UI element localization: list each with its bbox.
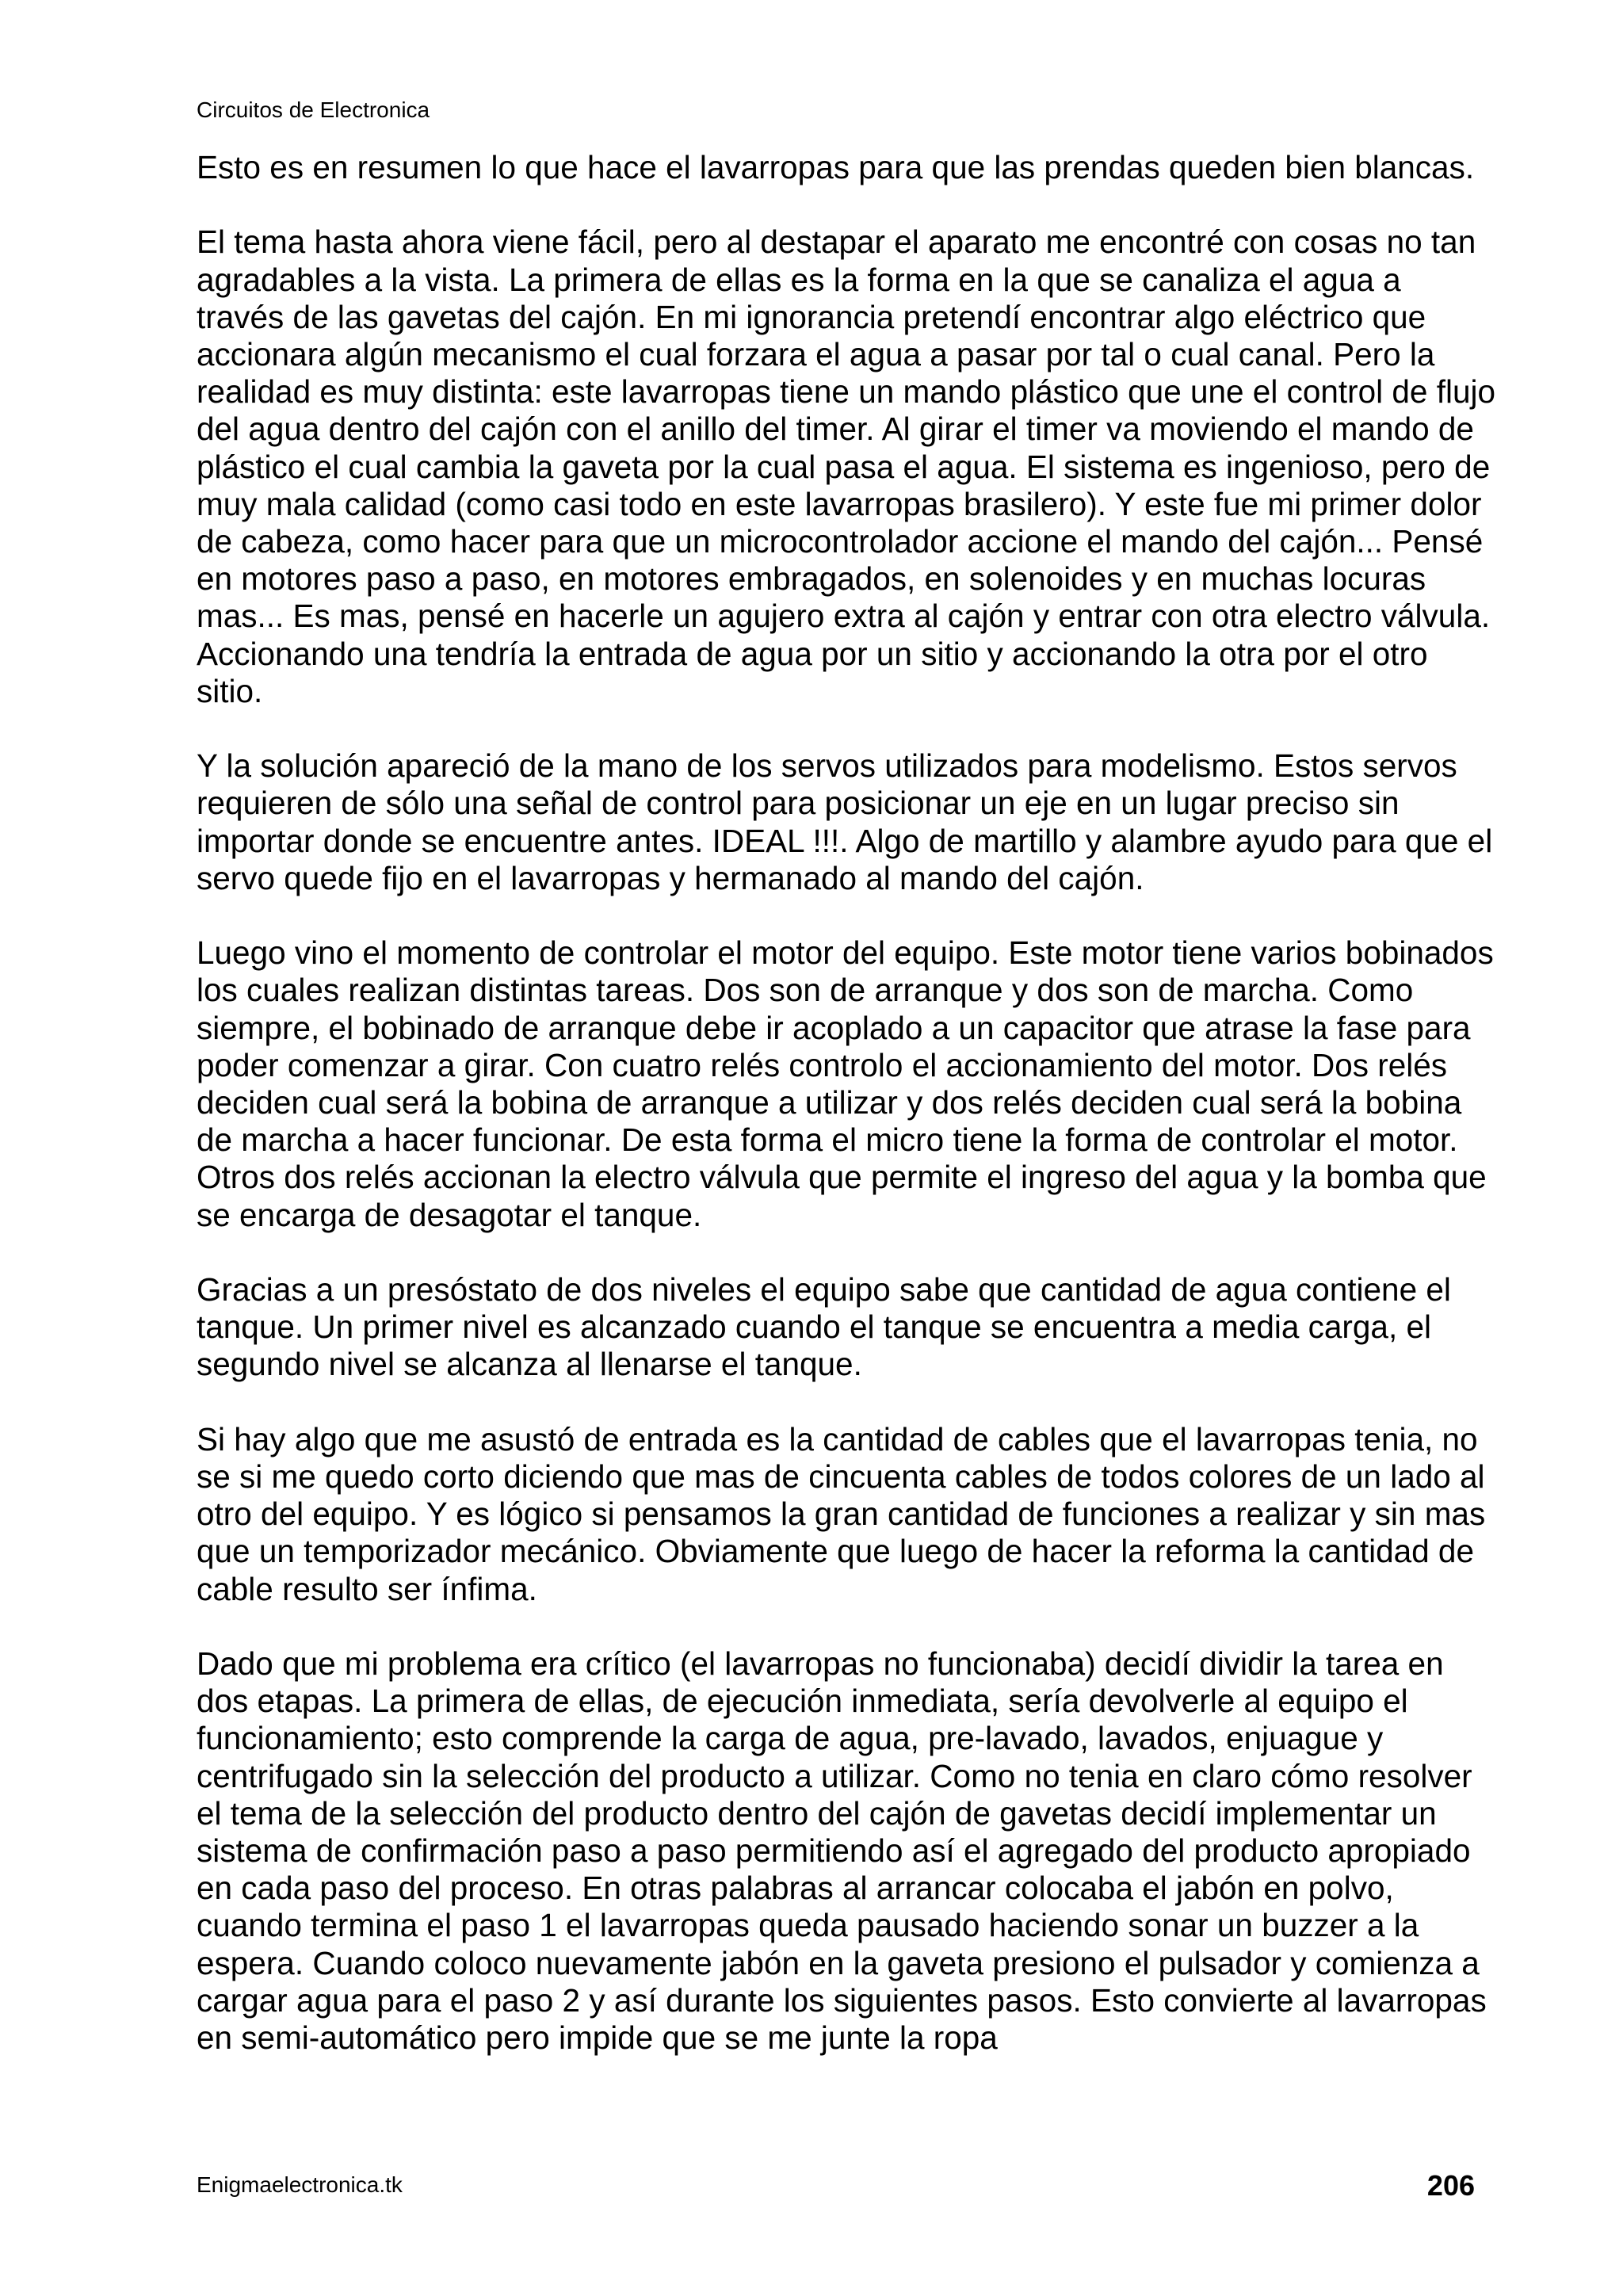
page-number: 206	[1426, 2169, 1475, 2202]
paragraph: Luego vino el momento de controlar el motor del equipo. Este motor tiene varios bobinados los cuales realizan distintas tareas. Dos son de arranque y dos son de marcha. Como siempre, el bobinado de arranque debe ir acoplado a un capacitor que atrase la fase para poder comenzar a girar. Con cuatro relés controlo el accionamiento del motor. Dos relés deciden cual será la bobina de arranque a utilizar y dos relés deciden cual será la bobina de marcha a hacer funcionar. De esta forma el micro tiene la forma de controlar el motor. Otros dos relés accionan la electro válvula que permite el ingreso del agua y la bomba que se encarga de desagotar el tanque.	[197, 934, 1494, 1233]
footer-site-name: Enigmaelectronica.tk	[197, 2172, 403, 2197]
paragraph: Gracias a un presóstato de dos niveles el equipo sabe que cantidad de agua contiene el tanque. Un primer nivel es alcanzado cuando el tanque se encuentra a media carga, el segundo nivel se alcanza al llenarse el tanque.	[197, 1271, 1451, 1383]
paragraph: Y la solución apareció de la mano de los servos utilizados para modelismo. Estos servos requieren de sólo una señal de control para posicionar un eje en un lugar preciso sin importar donde se encuentre antes. IDEAL !!!. Algo de martillo y alambre ayudo para que el servo quede fijo en el lavarropas y hermanado al mando del cajón.	[197, 747, 1493, 896]
paragraph: Si hay algo que me asustó de entrada es la cantidad de cables que el lavarropas tenia, no se si me quedo corto diciendo que mas de cincuenta cables de todos colores de un lado al otro del equipo. Y es lógico si pensamos la gran cantidad de funciones a realizar y sin mas que un temporizador mecánico. Obviamente que luego de hacer la reforma la cantidad de cable resulto ser ínfima.	[197, 1420, 1486, 1607]
paragraph: Dado que mi problema era crítico (el lavarropas no funcionaba) decidí dividir la tarea en dos etapas. La primera de ellas, de ejecución inmediata, sería devolverle al equipo el funcionamiento; esto comprende la carga de agua, pre-lavado, lavados, enjuague y centrifugado sin la selección del producto a utilizar. Como no tenia en claro cómo resolver el tema de la selección del producto dentro del cajón de gavetas decidí implementar un sistema de confirmación paso a paso permitiendo así el agregado del producto apropiado en cada paso del proceso. En otras palabras al arrancar colocaba el jabón en polvo, cuando termina el paso 1 el lavarropas queda pausado haciendo sonar un buzzer a la espera. Cuando coloco nuevamente jabón en la gaveta presiono el pulsador y comienza a cargar agua para el paso 2 y así durante los siguientes pasos. Esto convierte al lavarropas en semi-automático pero impide que se me junte la ropa	[197, 1645, 1487, 2057]
body-text	[197, 149, 1496, 2057]
paragraph: El tema hasta ahora viene fácil, pero al destapar el aparato me encontré con cosas no tan agradables a la vista. La primera de ellas es la forma en la que se canaliza el agua a través de las gavetas del cajón. En mi ignorancia pretendí encontrar algo eléctrico que accionara algún mecanismo el cual forzara el agua a pasar por tal o cual canal. Pero la realidad es muy distinta: este lavarropas tiene un mando plástico que une el control de flujo del agua dentro del cajón con el anillo del timer. Al girar el timer va moviendo el mando de plástico el cual cambia la gaveta por la cual pasa el agua. El sistema es ingenioso, pero de muy mala calidad (como casi todo en este lavarropas brasilero). Y este fue mi primer dolor de cabeza, como hacer para que un microcontrolador accione el mando del cajón... Pensé en motores paso a paso, en motores embragados, en solenoides y en muchas locuras mas... Es mas, pensé en hacerle un agujero extra al cajón y entrar con otra electro válvula. Accionando una tendría la entrada de agua por un sitio y accionando la otra por el otro sitio.	[197, 223, 1495, 709]
running-header: Circuitos de Electronica	[197, 97, 430, 122]
paragraph: Esto es en resumen lo que hace el lavarropas para que las prendas queden bien blancas.	[197, 149, 1475, 185]
